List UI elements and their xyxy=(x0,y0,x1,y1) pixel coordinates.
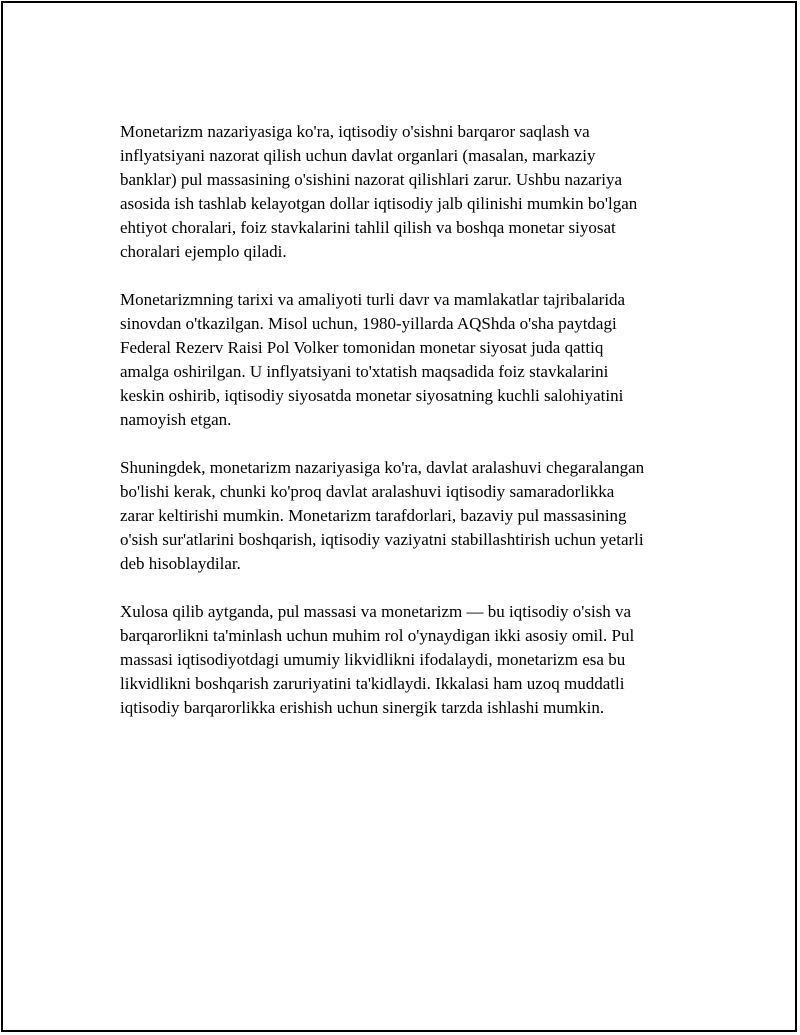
text-line: Xulosa qilib aytganda, pul massasi va monetarizm — bu iqtisodiy o'sish va xyxy=(120,602,632,621)
text-line: iqtisodiy barqarorlikka erishish uchun sinergik tarzda ishlashi mumkin. xyxy=(120,698,605,717)
text-line: banklar) pul massasining o'sishini nazorat qilishlari zarur. Ushbu nazariya xyxy=(120,170,623,189)
text-line: Monetarizmning tarixi va amaliyoti turli davr va mamlakatlar tajribalarida xyxy=(120,290,626,309)
text-line: choralari ejemplo qiladi. xyxy=(120,242,287,261)
paragraph-1 xyxy=(120,120,688,264)
text-line: bo'lishi kerak, chunki ko'proq davlat aralashuvi iqtisodiy samaradorlikka xyxy=(120,482,615,501)
text-line: Federal Rezerv Raisi Pol Volker tomonidan monetar siyosat juda qattiq xyxy=(120,338,604,357)
text-line: namoyish etgan. xyxy=(120,410,232,429)
document-body xyxy=(120,120,688,744)
text-line: keskin oshirib, iqtisodiy siyosatda monetar siyosatning kuchli salohiyatini xyxy=(120,386,624,405)
text-line: deb hisoblaydilar. xyxy=(120,554,241,573)
text-line: Monetarizm nazariyasiga ko'ra, iqtisodiy o'sishni barqaror saqlash va xyxy=(120,122,590,141)
text-line: o'sish sur'atlarini boshqarish, iqtisodiy vaziyatni stabillashtirish uchun yetarli xyxy=(120,530,644,549)
document-page xyxy=(1,1,797,1032)
text-line: zarar keltirishi mumkin. Monetarizm tarafdorlari, bazaviy pul massasining xyxy=(120,506,627,525)
text-line: amalga oshirilgan. U inflyatsiyani to'xtatish maqsadida foiz stavkalarini xyxy=(120,362,609,381)
text-line: massasi iqtisodiyotdagi umumiy likvidlikni ifodalaydi, monetarizm esa bu xyxy=(120,650,626,669)
paragraph-2 xyxy=(120,288,688,432)
text-line: inflyatsiyani nazorat qilish uchun davlat organlari (masalan, markaziy xyxy=(120,146,596,165)
paragraph-3 xyxy=(120,456,688,576)
text-line: likvidlikni boshqarish zaruriyatini ta'kidlaydi. Ikkalasi ham uzoq muddatli xyxy=(120,674,625,693)
text-line: Shuningdek, monetarizm nazariyasiga ko'ra, davlat aralashuvi chegaralangan xyxy=(120,458,645,477)
paragraph-4 xyxy=(120,600,688,720)
text-line: asosida ish tashlab kelayotgan dollar iqtisodiy jalb qilinishi mumkin bo'lgan xyxy=(120,194,638,213)
text-line: sinovdan o'tkazilgan. Misol uchun, 1980-yillarda AQShda o'sha paytdagi xyxy=(120,314,617,333)
text-line: barqarorlikni ta'minlash uchun muhim rol o'ynaydigan ikki asosiy omil. Pul xyxy=(120,626,635,645)
text-line: ehtiyot choralari, foiz stavkalarini tahlil qilish va boshqa monetar siyosat xyxy=(120,218,616,237)
